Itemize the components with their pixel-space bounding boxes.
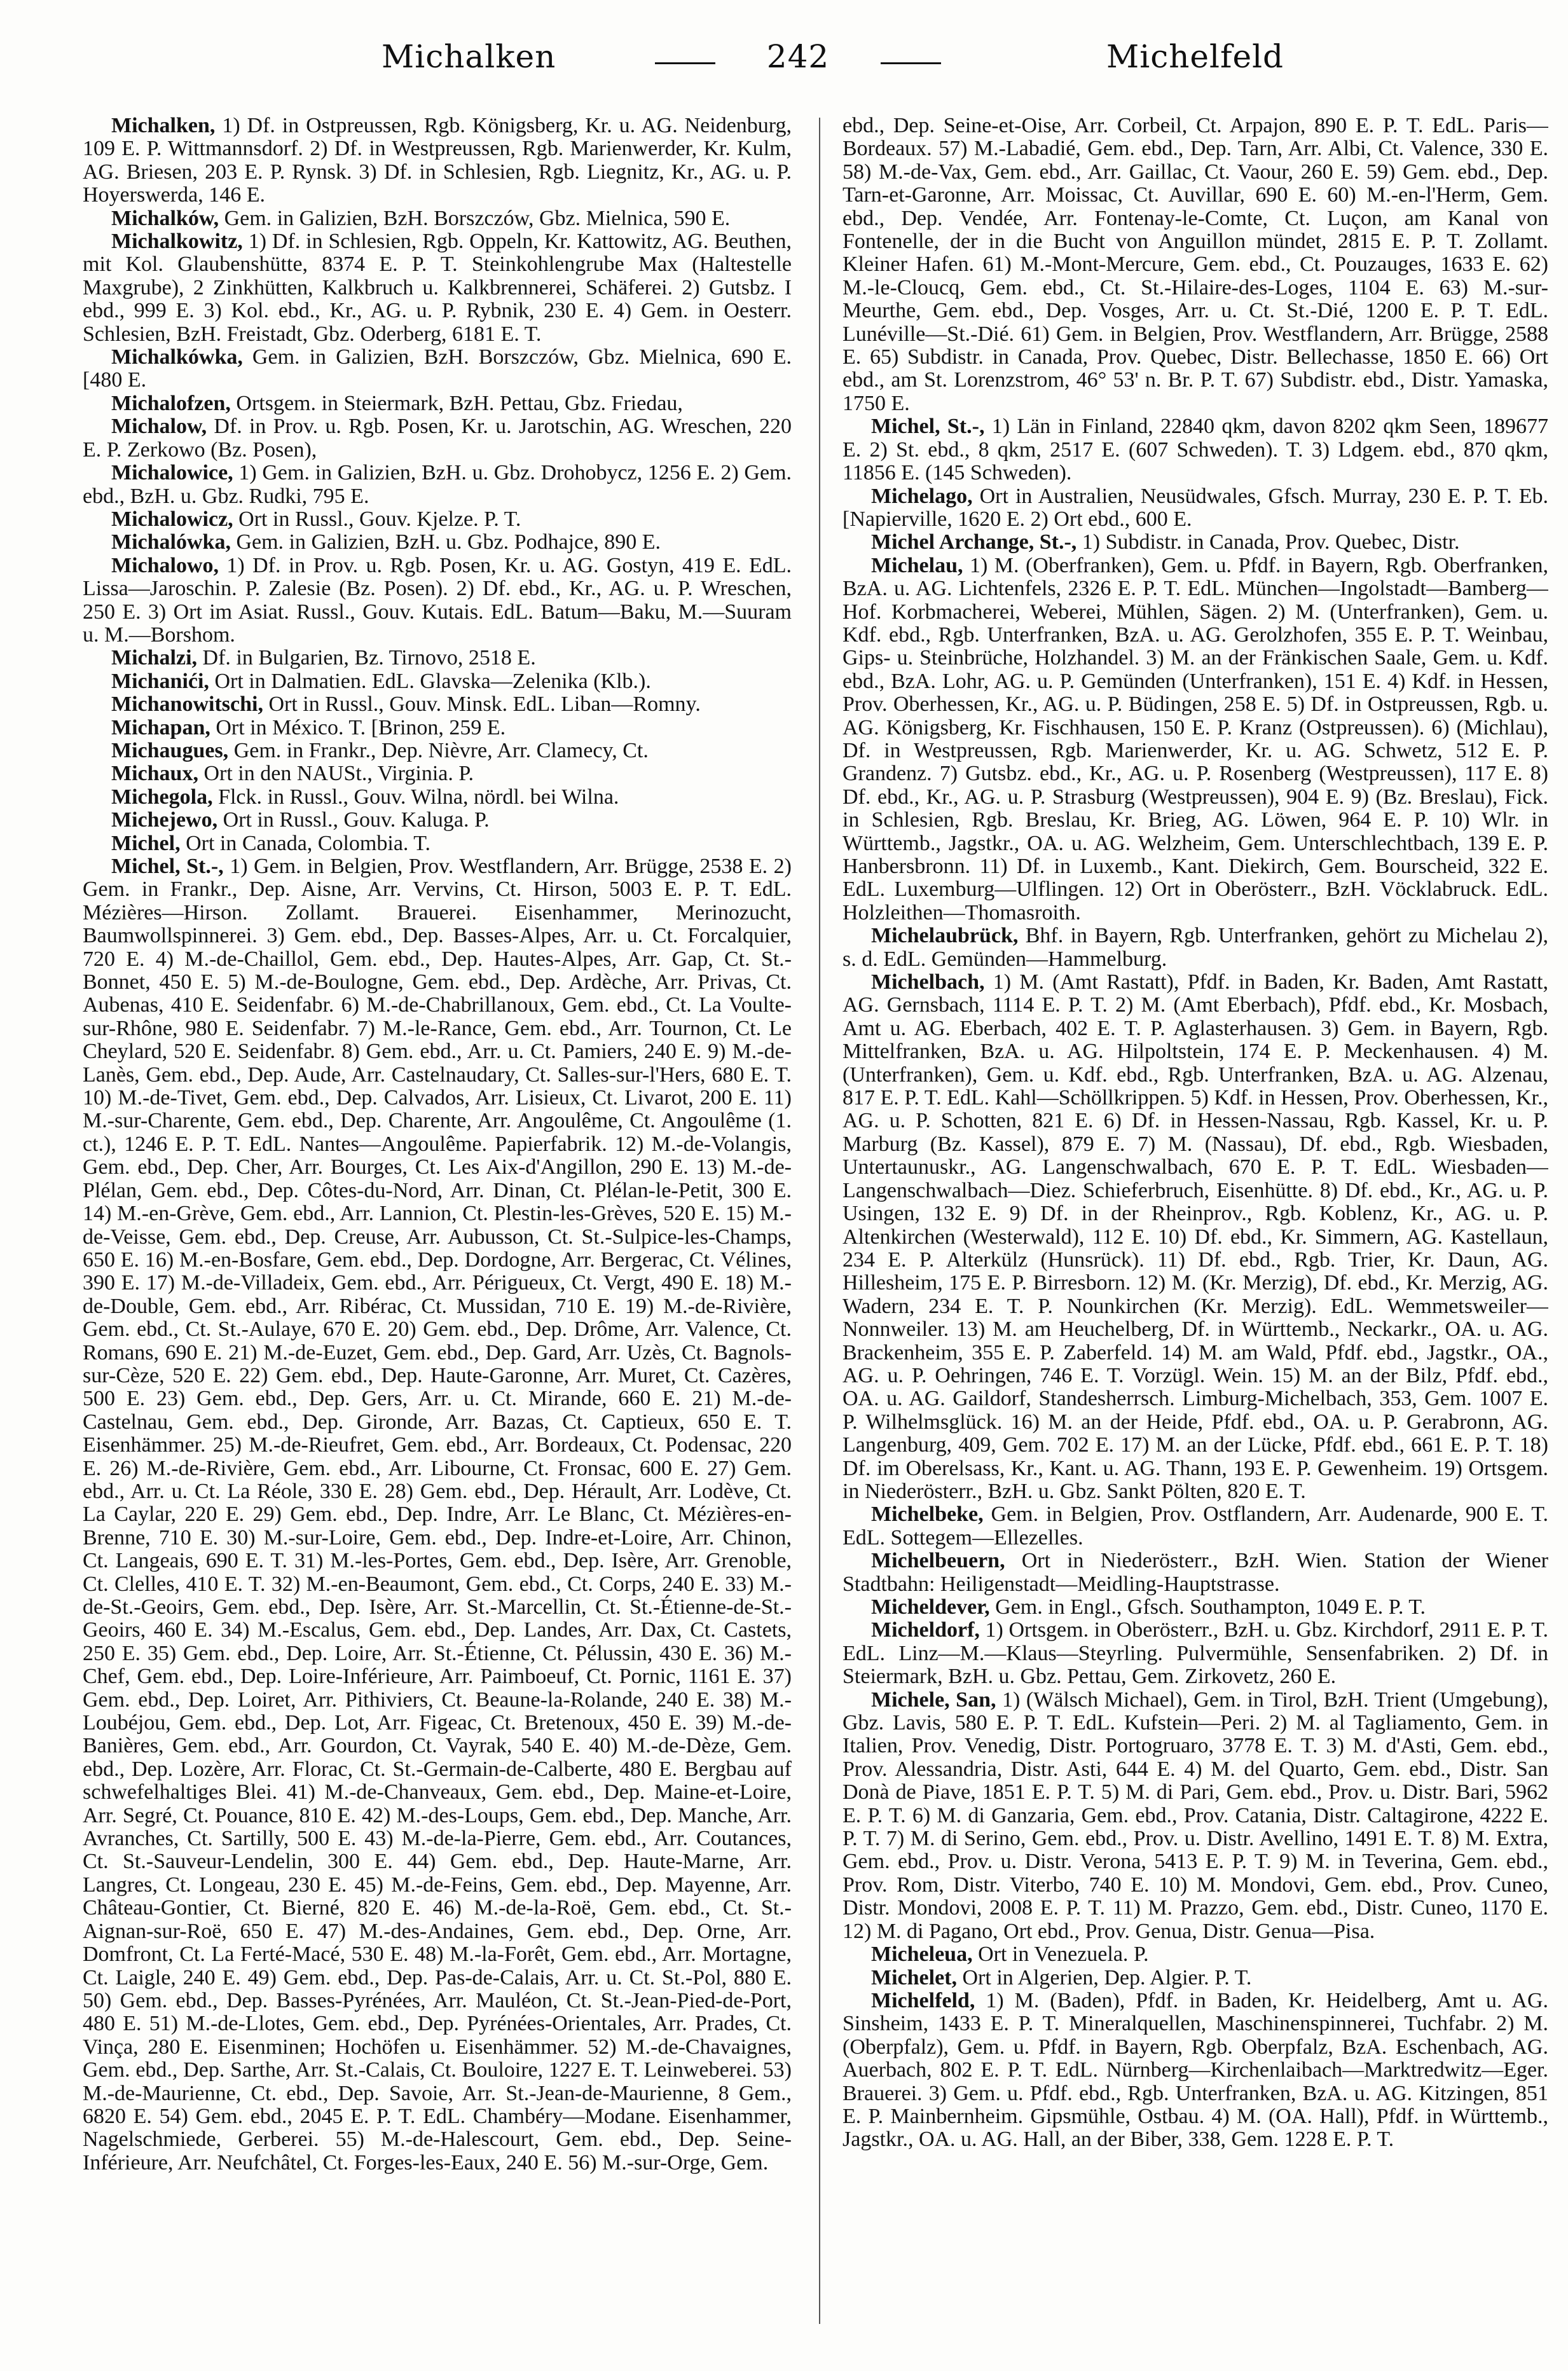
entry-text: Gem. in Frankr., Dep. Nièvre, Arr. Clamecy, Ct. <box>233 738 649 762</box>
entry-text: Ort in Dalmatien. EdL. Glavska—Zelenika (Klb.). <box>214 669 651 693</box>
entry-text: Ort in Venezuela. P. <box>978 1942 1149 1967</box>
entry-text: Ortsgem. in Steiermark, BzH. Pettau, Gbz. Friedau, <box>236 391 683 415</box>
entry-text: Ort in Algerien, Dep. Algier. P. T. <box>962 1965 1252 1990</box>
page-number: 242 <box>725 38 871 75</box>
dictionary-entry <box>83 230 792 346</box>
entry-headword: Michapan, <box>111 715 210 739</box>
dictionary-entry <box>842 1990 1548 2152</box>
entry-text: 1) Gem. in Galizien, BzH. u. Gbz. Drohobycz, 1256 E. 2) Gem. ebd., BzH. u. Gbz. Rudki, 795 E. <box>83 461 792 508</box>
dictionary-entry <box>83 739 792 762</box>
dictionary-entry <box>83 670 792 693</box>
dictionary-entry <box>83 415 792 462</box>
entry-text: Gem. in Galizien, BzH. u. Gbz. Podhajce, 890 E. <box>236 530 661 554</box>
entry-text: Df. in Bulgarien, Bz. Tirnovo, 2518 E. <box>202 646 536 670</box>
dictionary-entry <box>83 508 792 531</box>
dictionary-entry <box>83 462 792 508</box>
entry-text: 1) M. (Oberfranken), Gem. u. Pfdf. in Bayern, Rgb. Oberfranken, BzA. u. AG. Lichtenfels, 2326 E. P. T. EdL. München—Ingolstadt—Bamberg—Hof. Korbmacherei, Weberei, Mühlen, Sägen. 2) M. (Unterfranken), Gem. u. Kdf. ebd., Rgb. Unterfranken, BzA. u. AG. Gerolzhofen, 355 E. P. T. Weinbau, Gips- u. Steinbrüche, Holzhandel. 3) M. an der Fränkischen Saale, Gem. u. Kdf. ebd., BzA. Lohr, AG. u. P. Gemünden (Unterfranken), 151 E. 4) Kdf. in Hessen, Prov. Oberhessen, Kr., AG. u. P. Büdingen, 258 E. 5) Df. in Ostpreussen, Rgb. u. AG. Königsberg, Kr. Fischhausen, 150 E. P. Kranz (Ostpreussen). 6) (Michlau), Df. in Westpreussen, Rgb. Marienwerder, Kr. u. AG. Schwetz, 512 E. P. Grandenz. 7) Gutsbz. ebd., Kr., AG. u. P. Rosenberg (Westpreussen), 117 E. 8) Df. ebd., Kr., AG. u. P. Strasburg (Westpreussen), 904 E. 9) (Bz. Breslau), Fick. in Schlesien, Rgb. Breslau, Kr. Brieg, AG. Löwen, 964 E. P. 10) Wlr. in Württemb., Jagstkr., OA. u. AG. Welzheim, Gem. Unterschlechtbach, 139 E. P. Hanbersbronn. 11) Df. in Luxemb., Kant. Diekirch, Gem. Bourscheid, 322 E. EdL. Luxemburg—Ulflingen. 12) Ort in Oberösterr., BzH. Vöcklabruck. EdL. Holzleithen—Thomasroith. <box>842 553 1548 924</box>
running-header <box>83 38 1485 108</box>
entry-headword: Michelau, <box>871 553 963 577</box>
entry-text: Ort in México. T. [Brinon, 259 E. <box>216 715 506 739</box>
entry-headword: Michalofzen, <box>111 391 231 415</box>
entry-headword: Michalkowitz, <box>111 230 243 254</box>
entry-headword: Michalowo, <box>111 553 219 577</box>
entry-text: Bhf. in Bayern, Rgb. Unterfranken, gehört zu Michelau 2), s. d. EdL. Gemünden—Hammelburg. <box>842 924 1548 971</box>
entry-headword: Michele, San, <box>871 1687 996 1712</box>
entry-headword: Michel, St.-, <box>871 415 985 439</box>
entry-text: 1) Gem. in Belgien, Prov. Westflandern, Arr. Brügge, 2538 E. 2) Gem. in Frankr., Dep. Aisne, Arr. Vervins, Ct. Hirson, 5003 E. P. T. EdL. Mézières—Hirson. Zollamt. Brauerei. Eisenhammer, Merinozucht, Baumwollspinnerei. 3) Gem. ebd., Dep. Basses-Alpes, Arr. u. Ct. Forcalquier, 720 E. 4) M.-de-Chaillol, Gem. ebd., Dep. Hautes-Alpes, Arr. Gap, Ct. St.-Bonnet, 450 E. 5) M.-de-Boulogne, Gem. ebd., Dep. Ardèche, Arr. Privas, Ct. Aubenas, 410 E. Seidenfabr. 6) M.-de-Chabrillanoux, Gem. ebd., Ct. La Voulte-sur-Rhône, 980 E. Seidenfabr. 7) M.-le-Rance, Gem. ebd., Arr. Tournon, Ct. Le Cheylard, 520 E. Seidenfabr. 8) Gem. ebd., Arr. u. Ct. Pamiers, 240 E. 9) M.-de-Lanès, Gem. ebd., Dep. Aude, Arr. Castelnaudary, Ct. Salles-sur-l'Hers, 680 E. T. 10) M.-de-Tivet, Gem. ebd., Dep. Calvados, Arr. Lisieux, Ct. Livarot, 200 E. 11) M.-sur-Charente, Gem. ebd., Dep. Charente, Arr. Angoulême, Ct. Angoulême (1. ct.), 1246 E. P. T. EdL. Nantes—Angoulême. Papierfabrik. 12) M.-de-Volangis, Gem. ebd., Dep. Cher, Arr. Bourges, Ct. Les Aix-d'Angillon, 290 E. 13) M.-de-Plélan, Gem. ebd., Dep. Côtes-du-Nord, Arr. Dinan, Ct. Plélan-le-Petit, 300 E. 14) M.-en-Grève, Gem. ebd., Arr. Lannion, Ct. Plestin-les-Grèves, 520 E. 15) M.-de-Veisse, Gem. ebd., Dep. Creuse, Arr. Aubusson, Ct. St.-Sulpice-les-Champs, 650 E. 16) M.-en-Bosfare, Gem. ebd., Dep. Dordogne, Arr. Bergerac, Ct. Vélines, 390 E. 17) M.-de-Villadeix, Gem. ebd., Arr. Périgueux, Ct. Vergt, 490 E. 18) M.-de-Double, Gem. ebd., Arr. Ribérac, Ct. Mussidan, 710 E. 19) M.-de-Rivière, Gem. ebd., Ct. St.-Aulaye, 670 E. 20) Gem. ebd., Dep. Drôme, Arr. Valence, Ct. Romans, 690 E. 21) M.-de-Euzet, Gem. ebd., Dep. Gard, Arr. Uzès, Ct. Bagnols-sur-Cèze, 520 E. 22) Gem. ebd., Dep. Haute-Garonne, Arr. Muret, Ct. Cazères, 500 E. 23) Gem. ebd., Dep. Gers, Arr. u. Ct. Mirande, 660 E. 21) M.-de-Castelnau, Gem. ebd., Dep. Gironde, Arr. Bazas, Ct. Captieux, 650 E. T. Eisenhämmer. 25) M.-de-Rieufret, Gem. ebd., Arr. Bordeaux, Ct. Podensac, 220 E. 26) M.-de-Rivière, Gem. ebd., Arr. Libourne, Ct. Fronsac, 600 E. 27) Gem. ebd., Arr. u. Ct. La Réole, 330 E. 28) Gem. ebd., Dep. Hérault, Arr. Lodève, Ct. La Caylar, 220 E. 29) Gem. ebd., Dep. Indre, Arr. Le Blanc, Ct. Mézières-en-Brenne, 710 E. 30) M.-sur-Loire, Gem. ebd., Dep. Indre-et-Loire, Arr. Chinon, Ct. Langeais, 690 E. T. 31) M.-les-Portes, Gem. ebd., Dep. Isère, Arr. Grenoble, Ct. Clelles, 410 E. T. 32) M.-en-Beaumont, Gem. ebd., Ct. Corps, 240 E. 33) M.-de-St.-Geoirs, Gem. ebd., Dep. Isère, Arr. St.-Marcellin, Ct. St.-Étienne-de-St.-Geoirs, 460 E. 34) M.-Escalus, Gem. ebd., Dep. Landes, Arr. Dax, Ct. Castets, 250 E. 35) Gem. ebd., Dep. Loire, Arr. St.-Étienne, Ct. Pélussin, 430 E. 36) M.-Chef, Gem. ebd., Dep. Loire-Inférieure, Arr. Paimboeuf, Ct. Pornic, 1161 E. 37) Gem. ebd., Dep. Loiret, Arr. Pithiviers, Ct. Beaune-la-Rolande, 240 E. 38) M.-Loubéjou, Gem. ebd., Dep. Lot, Arr. Figeac, Ct. Bretenoux, 450 E. 39) M.-de-Banières, Gem. ebd., Arr. Gourdon, Ct. Vayrak, 540 E. 40) M.-de-Dèze, Gem. ebd., Dep. Lozère, Arr. Florac, Ct. St.-Germain-de-Calberte, 480 E. Bergbau auf schwefelhaltiges Blei. 41) M.-de-Chanveaux, Gem. ebd., Dep. Maine-et-Loire, Arr. Segré, Ct. Pouance, 810 E. 42) M.-des-Loups, Gem. ebd., Dep. Manche, Arr. Avranches, Ct. Sartilly, 500 E. 43) M.-de-la-Pierre, Gem. ebd., Arr. Coutances, Ct. St.-Sauveur-Lendelin, 300 E. 44) Gem. ebd., Dep. Haute-Marne, Arr. Langres, Ct. Longeau, 230 E. 45) M.-de-Feins, Gem. ebd., Dep. Mayenne, Arr. Château-Gontier, Ct. Bierné, 820 E. 46) M.-de-la-Roë, Gem. ebd., Ct. St.-Aignan-sur-Roë, 650 E. 47) M.-des-Andaines, Gem. ebd., Dep. Orne, Arr. Domfront, Ct. La Ferté-Macé, 530 E. 48) M.-la-Forêt, Gem. ebd., Arr. Mortagne, Ct. Laigle, 240 E. 49) Gem. ebd., Dep. Pas-de-Calais, Arr. u. Ct. St.-Pol, 880 E. 50) Gem. ebd., Dep. Basses-Pyrénées, Arr. Mauléon, Ct. St.-Jean-Pied-de-Port, 480 E. 51) M.-de-Llotes, Gem. ebd., Dep. Pyrénées-Orientales, Arr. Prades, Ct. Vinça, 280 E. Eisenminen; Hochöfen u. Eisenhämmer. 52) M.-de-Chavaignes, Gem. ebd., Dep. Sarthe, Arr. St.-Calais, Ct. Bouloire, 1227 E. T. Leinweberei. 53) M.-de-Maurienne, Ct. ebd., Dep. Savoie, Arr. St.-Jean-de-Maurienne, 8 Gem., 6820 E. 54) Gem. ebd., 2045 E. P. T. EdL. Chambéry—Modane. Eisenhammer, Nagelschmiede, Gerberei. 55) M.-de-Halescourt, Gem. ebd., Dep. Seine-Inférieure, Arr. Neufchâtel, Ct. Forges-les-Eaux, 240 E. 56) M.-sur-Orge, Gem. <box>83 855 792 2175</box>
entry-headword: Michelfeld, <box>871 1988 975 2012</box>
dictionary-entry <box>842 1596 1548 1619</box>
dictionary-entry <box>83 392 792 415</box>
dictionary-entry <box>842 1967 1548 1990</box>
entry-headword: Michelbeke, <box>871 1502 984 1527</box>
entry-text: Gem. in Belgien, Prov. Ostflandern, Arr. Audenarde, 900 E. T. EdL. Sottegem—Ellezelles. <box>842 1502 1548 1550</box>
dictionary-entry <box>842 924 1548 971</box>
entry-text: 1) M. (Amt Rastatt), Pfdf. in Baden, Kr. Baden, Amt Rastatt, AG. Gernsbach, 1114 E. P. T. 2) M. (Amt Eberbach), Pfdf. ebd., Kr. Mosbach, Amt u. AG. Eberbach, 402 E. T. P. Aglasterhausen. 3) Gem. in Bayern, Rgb. Mittelfranken, BzA. u. AG. Hilpoltstein, 174 E. P. Meckenhausen. 4) M. (Unterfranken), Gem. u. Kdf. ebd., Rgb. Unterfranken, BzA. u. AG. Alzenau, 817 E. P. T. EdL. Kahl—Schöllkrippen. 5) Kdf. in Hessen, Prov. Oberhessen, Kr., AG. u. P. Schotten, 821 E. 6) Df. in Hessen-Nassau, Rgb. Kassel, Kr. u. P. Marburg (Bz. Kassel), 879 E. 7) M. (Nassau), Df. ebd., Rgb. Wiesbaden, Untertaunuskr., AG. Langenschwalbach, 670 E. P. T. EdL. Wiesbaden—Langenschwalbach—Diez. Schieferbruch, Eisenhütte. 8) Df. ebd., Kr., AG. u. P. Usingen, 132 E. 9) Df. in der Rheinprov., Rgb. Koblenz, Kr., AG. u. P. Altenkirchen (Westerwald), 112 E. 10) Df. ebd., Kr. Simmern, AG. Kastellaun, 234 E. P. Alterkülz (Hunsrück). 11) Df. ebd., Rgb. Trier, Kr. Daun, AG. Hillesheim, 175 E. P. Birresborn. 12) M. (Kr. Merzig), Df. ebd., Kr. Merzig, AG. Wadern, 234 E. T. P. Nounkirchen (Kr. Merzig). EdL. Wemmetsweiler—Nonnweiler. 13) M. am Heuchelberg, Df. in Württemb., Neckarkr., OA. u. AG. Brackenheim, 355 E. P. Zaberfeld. 14) M. am Wald, Pfdf. ebd., Jagstkr., OA., AG. u. P. Oehringen, 746 E. T. Vorzügl. Wein. 15) M. an der Bilz, Pfdf. ebd., OA. u. AG. Gaildorf, Standesherrsch. Limburg-Michelbach, 353, Gem. 1007 E. P. Wilhelmsglück. 16) M. an der Heide, Pfdf. ebd., OA. u. P. Gerabronn, AG. Langenburg, 409, Gem. 702 E. 17) M. an der Lücke, Pfdf. ebd., 661 E. P. T. 18) Df. im Oberelsass, Kr., Kant. u. AG. Thann, 193 E. P. Gewenheim. 19) Ortsgem. in Niederösterr., BzH. u. Gbz. Sankt Pölten, 820 E. T. <box>842 970 1548 1503</box>
entry-headword: Michelet, <box>871 1965 957 1990</box>
entry-text: Ort in Russl., Gouv. Minsk. EdL. Liban—Romny. <box>268 692 701 717</box>
entry-headword: Micheleua, <box>871 1942 973 1967</box>
entry-headword: Michalowicz, <box>111 507 233 531</box>
entry-headword: Michanići, <box>111 669 209 693</box>
entry-headword: Michel, <box>111 831 181 855</box>
dictionary-entry <box>842 485 1548 532</box>
entry-headword: Micheldorf, <box>871 1618 980 1642</box>
entry-headword: Michelago, <box>871 484 973 508</box>
entry-headword: Michel, St.-, <box>111 855 224 878</box>
dictionary-entry <box>83 693 792 716</box>
dictionary-entry <box>83 786 792 809</box>
entry-headword: Michejewo, <box>111 808 218 832</box>
entry-headword: Michelbeuern, <box>871 1549 1005 1573</box>
header-left-keyword: Michalken <box>382 38 556 75</box>
entry-text: Ort in den NAUSt., Virginia. P. <box>203 762 474 786</box>
entry-text: Gem. in Galizien, BzH. Borszczów, Gbz. Mielnica, 590 E. <box>224 206 731 230</box>
entry-headword: Michalzi, <box>111 646 198 670</box>
entry-headword: Michalkówka, <box>111 345 243 369</box>
entry-headword: Michaux, <box>111 762 198 786</box>
dictionary-entry <box>83 647 792 670</box>
entry-headword: Michalow, <box>111 415 207 439</box>
entry-text: Ort in Niederösterr., BzH. Wien. Station der Wiener Stadtbahn: Heiligenstadt—Meidling-Hauptstrasse. <box>842 1549 1548 1596</box>
dictionary-entry <box>842 114 1548 415</box>
entry-text: 1) Df. in Ostpreussen, Rgb. Königsberg, Kr. u. AG. Neidenburg, 109 E. P. Wittmannsdorf. 2) Df. in Westpreussen, Rgb. Marienwerder, Kr. Kulm, AG. Briesen, 203 E. P. Rynsk. 3) Df. in Schlesien, Rgb. Liegnitz, Kr., AG. u. P. Hoyerswerda, 146 E. <box>83 114 792 207</box>
dictionary-entry <box>83 809 792 832</box>
entry-headword: Michalken, <box>111 114 216 137</box>
dictionary-entry <box>83 832 792 855</box>
dictionary-entry <box>842 1943 1548 1966</box>
left-column <box>83 114 792 2340</box>
dictionary-entry <box>842 1619 1548 1688</box>
dictionary-entry <box>83 855 792 2175</box>
entry-text: Flck. in Russl., Gouv. Wilna, nördl. bei Wilna. <box>218 785 619 809</box>
entry-headword: Michelaubrück, <box>871 924 1019 948</box>
entry-headword: Michalówka, <box>111 530 231 554</box>
entry-text: Gem. in Engl., Gfsch. Southampton, 1049 E. P. T. <box>995 1595 1426 1619</box>
dictionary-entry <box>83 207 792 230</box>
entry-text: 1) Df. in Schlesien, Rgb. Oppeln, Kr. Kattowitz, AG. Beuthen, mit Kol. Glaubenshütte, 8374 E. P. T. Steinkohlengrube Max (Haltestelle Maxgrube), 2 Zinkhütten, Kalkbruch u. Kalkbrennerei, Schäferei. 2) Gutsbz. I ebd., 999 E. 3) Kol. ebd., Kr., AG. u. P. Rybnik, 230 E. 4) Gem. in Oesterr. Schlesien, BzH. Freistadt, Gbz. Oderberg, 6181 E. T. <box>83 230 792 346</box>
entry-text: 1) Län in Finland, 22840 qkm, davon 8202 qkm Seen, 189677 E. 2) St. ebd., 8 qkm, 2517 E. (607 Schweden). T. 3) Ldgem. ebd., 870 qkm, 11856 E. (145 Schweden). <box>842 415 1548 485</box>
header-right-keyword: Michelfeld <box>1106 38 1284 75</box>
entry-text: Gem. in Galizien, BzH. Borszczów, Gbz. Mielnica, 690 E. [480 E. <box>83 345 792 392</box>
entry-text: ebd., Dep. Seine-et-Oise, Arr. Corbeil, Ct. Arpajon, 890 E. P. T. EdL. Paris—Bordeaux. 57) M.-Labadié, Gem. ebd., Dep. Tarn, Arr. Albi, Ct. Valence, 330 E. 58) M.-de-Vax, Gem. ebd., Arr. Gaillac, Ct. Vaour, 260 E. 59) Gem. ebd., Dep. Tarn-et-Garonne, Arr. Moissac, Ct. Auvillar, 690 E. 60) M.-en-l'Herm, Gem. ebd., Dep. Vendée, Arr. Fontenay-le-Comte, Ct. Luçon, am Kanal von Fontenelle, der in die Bucht von Anguillon mündet, 2815 E. P. T. Zollamt. Kleiner Hafen. 61) M.-Mont-Mercure, Gem. ebd., Ct. Pouzauges, 1633 E. 62) M.-le-Cloucq, Gem. ebd., Ct. St.-Hilaire-des-Loges, 1104 E. 63) M.-sur-Meurthe, Gem. ebd., Dep. Vosges, Arr. u. Ct. St.-Dié, 1200 E. P. T. EdL. Lunéville—St.-Dié. 61) Gem. in Belgien, Prov. Westflandern, Arr. Brügge, 2588 E. 65) Subdistr. in Canada, Prov. Quebec, Distr. Bellechasse, 1850 E. 66) Ort ebd., am St. Lorenzstrom, 46° 53' n. Br. P. T. 67) Subdistr. ebd., Distr. Yamaska, 1750 E. <box>842 114 1548 415</box>
entry-headword: Michaugues, <box>111 738 229 762</box>
dictionary-entry <box>842 554 1548 925</box>
dictionary-entry <box>83 346 792 392</box>
entry-text: 1) Df. in Prov. u. Rgb. Posen, Kr. u. AG. Gostyn, 419 E. EdL. Lissa—Jaroschin. P. Zalesie (Bz. Posen). 2) Df. ebd., Kr., AG. u. P. Wreschen, 250 E. 3) Ort im Asiat. Russl., Gouv. Kutais. EdL. Batum—Baku, M.—Suuram u. M.—Borshom. <box>83 553 792 647</box>
entry-text: Df. in Prov. u. Rgb. Posen, Kr. u. Jarotschin, AG. Wreschen, 220 E. P. Zerkowo (Bz. Posen), <box>83 415 792 462</box>
entry-text: 1) Ortsgem. in Oberösterr., BzH. u. Gbz. Kirchdorf, 2911 E. P. T. EdL. Linz—M.—Klaus—Steyrling. Pulvermühle, Sensenfabriken. 2) Df. in Steiermark, BzH. u. Gbz. Pettau, Gem. Zirkovetz, 260 E. <box>842 1618 1548 1689</box>
dictionary-entry <box>83 717 792 739</box>
entry-text: Ort in Russl., Gouv. Kaluga. P. <box>223 808 490 832</box>
entry-headword: Michalków, <box>111 206 219 230</box>
entry-text: Ort in Australien, Neusüdwales, Gfsch. Murray, 230 E. P. T. Eb. [Napierville, 1620 E. 2) Ort ebd., 600 E. <box>842 484 1548 531</box>
column-divider <box>819 118 820 2324</box>
dictionary-entry <box>83 762 792 785</box>
entry-text: Ort in Canada, Colombia. T. <box>186 831 431 855</box>
dictionary-entry <box>842 1550 1548 1596</box>
right-column <box>842 114 1548 2340</box>
entry-headword: Michanowitschi, <box>111 692 263 717</box>
dictionary-entry <box>842 1503 1548 1550</box>
dictionary-entry <box>842 415 1548 485</box>
dictionary-entry <box>83 554 792 647</box>
dictionary-entry <box>83 114 792 207</box>
dictionary-entry <box>842 531 1548 554</box>
entry-headword: Michelbach, <box>871 970 985 994</box>
dictionary-entry <box>83 531 792 554</box>
entry-text: 1) Subdistr. in Canada, Prov. Quebec, Distr. <box>1082 530 1460 554</box>
entry-headword: Michalowice, <box>111 461 233 485</box>
entry-text: 1) M. (Baden), Pfdf. in Baden, Kr. Heidelberg, Amt u. AG. Sinsheim, 1433 E. P. T. Mineralquellen, Maschinenspinnerei, Tuchfabr. 2) M. (Oberpfalz), Gem. u. Pfdf. in Bayern, Rgb. Oberpfalz, BzA. Eschenbach, AG. Auerbach, 802 E. P. T. EdL. Nürnberg—Kirchenlaibach—Marktredwitz—Eger. Brauerei. 3) Gem. u. Pfdf. ebd., Rgb. Unterfranken, BzA. u. AG. Kitzingen, 851 E. P. Mainbernheim. Gipsmühle, Ostbau. 4) M. (OA. Hall), Pfdf. in Württemb., Jagstkr., OA. u. AG. Hall, an der Biber, 338, Gem. 1228 E. P. T. <box>842 1988 1548 2152</box>
entry-headword: Michel Archange, St.-, <box>871 530 1077 554</box>
entry-text: 1) (Wälsch Michael), Gem. in Tirol, BzH. Trient (Umgebung), Gbz. Lavis, 580 E. P. T. EdL. Kufstein—Peri. 2) M. al Tagliamento, Gem. in Italien, Prov. Venedig, Distr. Portogruaro, 3778 E. T. 3) M. d'Asti, Gem. ebd., Prov. Alessandria, Distr. Asti, 644 E. 4) M. del Quarto, Gem. ebd., Distr. San Donà de Piave, 1851 E. P. T. 5) M. di Pari, Gem. ebd., Prov. u. Distr. Bari, 5962 E. P. T. 6) M. di Ganzaria, Gem. ebd., Prov. Catania, Distr. Caltagirone, 4222 E. P. T. 7) M. di Serino, Gem. ebd., Prov. u. Distr. Avellino, 1491 E. T. 8) M. Extra, Gem. ebd., Prov. u. Distr. Verona, 5413 E. P. T. 9) M. in Teverina, Gem. ebd., Prov. Rom, Distr. Viterbo, 740 E. 10) M. Mondovi, Gem. ebd., Prov. Cuneo, Distr. Mondovi, 2008 E. P. T. 11) M. Prazzo, Gem. ebd., Distr. Cuneo, 1170 E. 12) M. di Pagano, Ort ebd., Prov. Genua, Distr. Genua—Pisa. <box>842 1687 1548 1943</box>
dictionary-entry <box>842 1689 1548 1943</box>
entry-headword: Michegola, <box>111 785 213 809</box>
entry-text: Ort in Russl., Gouv. Kjelze. P. T. <box>238 507 521 531</box>
dictionary-entry <box>842 971 1548 1503</box>
entry-headword: Micheldever, <box>871 1595 990 1619</box>
